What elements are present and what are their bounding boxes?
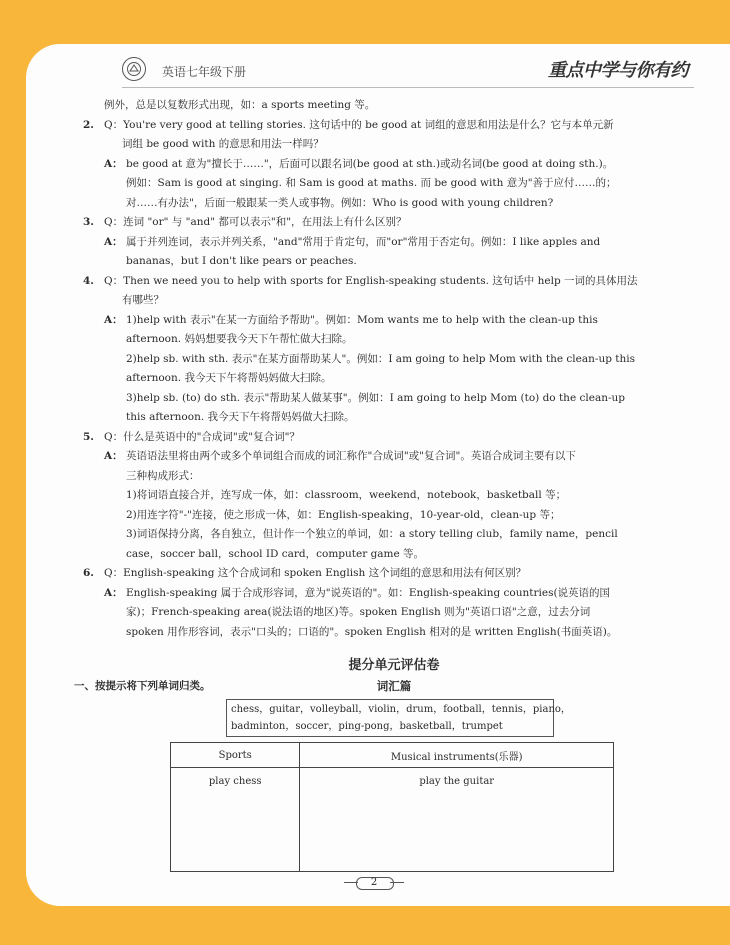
word-bank xyxy=(226,699,571,737)
question-line: Q：连词 "or" 与 "and" 都可以表示"和"，在用法上有什么区别？ xyxy=(104,216,407,228)
question-line: Q：Then we need you to help with sports for English-speaking students. 这句话中 help 一词的具体用法 xyxy=(104,274,638,287)
word-bank-line: badminton，soccer，ping-pong，basketball，trumpet xyxy=(231,721,503,732)
answer-line: be good at 意为"擅长于……"，后面可以跟名词(be good at sth.)或动名词(be good at doing sth.)。 xyxy=(126,157,614,170)
ornament-right xyxy=(390,882,404,883)
header-divider xyxy=(122,87,694,88)
question-line: Q：You're very good at telling stories. 这句话中的 be good at 词组的意思和用法是什么？它与本单元新 xyxy=(104,118,614,131)
answer-line: 1)help with 表示"在某一方面给予帮助"。例如：Mom wants me to help with the clean-up this xyxy=(126,313,598,326)
page-sheet xyxy=(26,44,730,906)
answer-line: 家)；French-speaking area(说法语的地区)等。spoken English 则为"英语口语"之意，过去分词 xyxy=(126,606,591,618)
answer-line: 3)help sb. (to) do sth. 表示"帮助某人做某事"。例如：I am going to help Mom (to) do the clean-up xyxy=(126,391,626,404)
question-line: 词组 be good with 的意思和用法一样吗？ xyxy=(122,138,324,150)
answer-block xyxy=(104,584,684,643)
answer-line: English-speaking 属于合成形容词，意为"说英语的"。如：English-speaking countries(说英语的国 xyxy=(126,586,611,599)
answer-line: 英语语法里将由两个或多个单词组合而成的词汇称作"合成词"或"复合词"。英语合成词主要有以下 xyxy=(126,450,576,462)
qa-item xyxy=(83,213,684,272)
answer-label: A： xyxy=(104,450,123,462)
page-number xyxy=(344,876,404,890)
answer-line: 2)help sb. with sth. 表示"在某方面帮助某人"。例如：I am going to help Mom with the clean-up this xyxy=(126,352,635,365)
answer-block xyxy=(104,311,684,428)
qa-content xyxy=(83,96,684,696)
intro-line: 例外，总是以复数形式出现，如：a sports meeting 等。 xyxy=(104,99,376,111)
answer-block xyxy=(104,233,684,272)
answer-line: 属于并列连词，表示并列关系，"and"常用于肯定句，而"or"常用于否定句。例如：I like apples and xyxy=(126,235,601,248)
question-number: 2. xyxy=(83,118,94,131)
section-subtitle: 词汇篇 xyxy=(376,679,412,693)
answer-line: 1)将词语直接合并，连写成一体，如：classroom，weekend，notebook，basketball 等； xyxy=(126,489,567,501)
answer-block xyxy=(104,447,684,564)
book-subject: 英语七年级下册 xyxy=(162,65,247,79)
answer-label: A： xyxy=(104,586,123,599)
qa-item xyxy=(83,272,684,428)
exercise-title: 一、按提示将下列单词归类。 xyxy=(74,680,211,692)
answer-line: 三种构成形式： xyxy=(126,469,200,482)
instruments-column-header: Musical instruments(乐器) xyxy=(300,743,614,768)
qa-item xyxy=(83,116,684,214)
page-header xyxy=(26,44,730,94)
qa-item xyxy=(83,428,684,565)
answer-label: A： xyxy=(104,313,123,326)
answer-line: 2)用连字符"-"连接，使之形成一体，如：English-speaking，10-year-old，clean-up 等； xyxy=(126,508,561,521)
answer-line: 例如：Sam is good at singing. 和 Sam is good at maths. 而 be good with 意为"善于应付……的； xyxy=(126,177,617,189)
qa-item xyxy=(83,564,684,642)
answer-line: 3)词语保持分离，各自独立，但计作一个独立的单词，如：a story telling club，family name，pencil xyxy=(126,528,618,540)
question-number: 3. xyxy=(83,216,94,228)
sports-answer-cell[interactable]: play chess xyxy=(171,768,300,872)
question-line: 有哪些？ xyxy=(122,294,164,306)
school-logo-icon xyxy=(122,57,146,81)
answer-line: this afternoon. 我今天下午将帮妈妈做大扫除。 xyxy=(126,411,355,423)
question-number: 4. xyxy=(83,274,94,287)
word-bank-line: chess，guitar，volleyball，violin，drum，football，tennis，piano， xyxy=(231,704,571,715)
answer-line: 对……有办法"，后面一般跟某一类人或事物。例如：Who is good with young children? xyxy=(126,196,554,209)
instruments-answer-cell[interactable]: play the guitar xyxy=(300,768,614,872)
answer-line: case，soccer ball，school ID card，computer game 等。 xyxy=(126,547,425,560)
answer-line: bananas，but I don't like pears or peaches. xyxy=(126,255,357,267)
answer-line: afternoon. 我今天下午将帮妈妈做大扫除。 xyxy=(126,372,332,384)
series-brand: 重点中学与你有约 xyxy=(548,60,688,81)
answer-block xyxy=(104,155,684,214)
question-number: 6. xyxy=(83,567,94,579)
question-line: Q：English-speaking 这个合成词和 spoken English 这个词组的意思和用法有何区别？ xyxy=(104,567,527,579)
page-number-text: 2 xyxy=(370,877,378,888)
answer-label: A： xyxy=(104,235,123,248)
answer-label: A： xyxy=(104,157,123,170)
qa-list xyxy=(83,116,684,643)
answer-line: afternoon. 妈妈想要我今天下午帮忙做大扫除。 xyxy=(126,333,353,345)
section-title: 提分单元评估卷 xyxy=(348,658,440,673)
answer-line: spoken 用作形容词，表示"口头的；口语的"。spoken English 相对的是 written English(书面英语)。 xyxy=(126,625,618,638)
sports-column-header: Sports xyxy=(171,743,300,768)
question-number: 5. xyxy=(83,430,94,443)
question-line: Q：什么是英语中的"合成词"或"复合词"？ xyxy=(104,430,300,443)
classification-table xyxy=(170,742,614,872)
